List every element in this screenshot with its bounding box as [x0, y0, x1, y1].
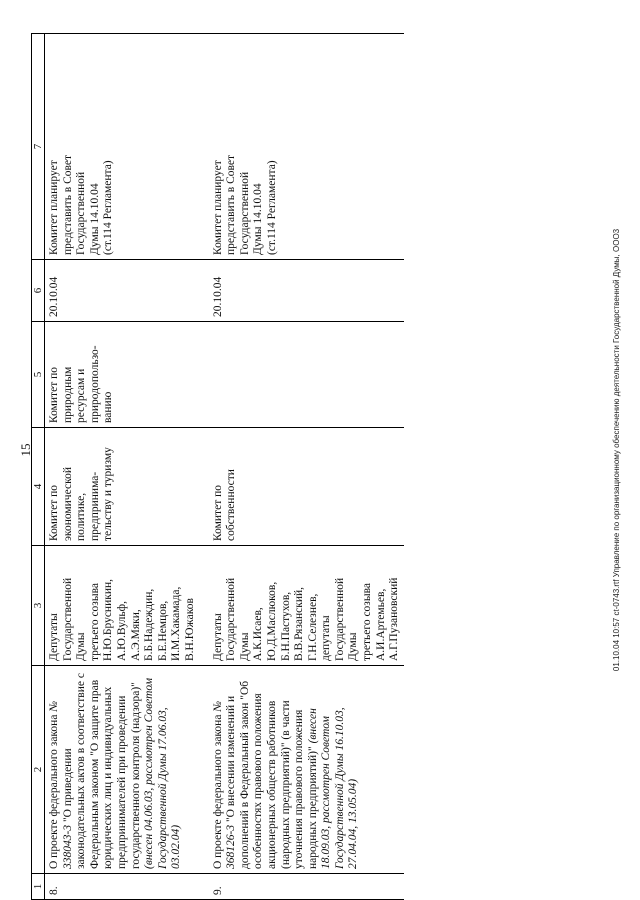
cell-line: Государственной — [61, 577, 74, 661]
bill-note: (внесен 04.06.03, рассмотрен Советом Государственной Думы 17.06.03, 03.02.04) — [143, 677, 183, 869]
cell-line: Государственной — [238, 171, 251, 255]
cell-line: Комитет планирует — [48, 160, 60, 255]
cell-line: ресурсам и — [75, 368, 88, 423]
cell-line: Б.Н.Пастухов, — [279, 591, 292, 661]
cell-line: политике, — [75, 492, 88, 541]
bill-number: № 338043-3 — [48, 700, 74, 869]
column-header: 4 — [32, 428, 45, 546]
cell-line: депутаты — [320, 615, 333, 661]
responsible-committee-cell — [200, 322, 404, 428]
table-row — [200, 34, 404, 900]
column-header: 7 — [32, 34, 45, 260]
cell-line: третьего созыва — [88, 583, 101, 661]
responsible-committee-cell — [45, 322, 200, 428]
cell-line: третьего созыва — [361, 583, 374, 661]
cell-line: Думы 14.10.04 — [252, 183, 265, 255]
column-header: 1 — [32, 874, 45, 900]
cell-line: Депутаты — [48, 613, 60, 661]
co-executor-cell — [200, 428, 404, 546]
column-header: 3 — [32, 546, 45, 666]
cell-line: А.К.Исаев, — [252, 607, 265, 661]
bill-number: № 368126-3 — [211, 700, 238, 869]
bill-note: (внесен 18.09.03, рассмотрен Советом Государственной Думы 16.10.03, 27.04.04, 13.05.04) — [306, 707, 360, 869]
cell-line: Думы — [347, 632, 360, 661]
cell-line: собственности — [225, 469, 238, 541]
cell-line: А.Э.Мяки, — [129, 609, 142, 661]
cell-line: природным — [61, 366, 74, 423]
cell-line: представить в Совет — [225, 154, 238, 255]
initiators-cell — [45, 546, 200, 666]
bill-description — [45, 666, 200, 874]
cell-line: Депутаты — [211, 613, 224, 661]
cell-line: Г.Н.Селезнев, — [306, 593, 319, 661]
row-number: 8. — [45, 874, 200, 900]
bill-description — [200, 666, 404, 874]
bills-table — [31, 33, 404, 900]
footer-note: 01.10.04 10:57 ct-0743.rtf Управление по организационному обеспечению деятельности Государственной Думы, ООО3 — [612, 228, 621, 672]
cell-line: представить в Совет — [61, 154, 74, 255]
cell-line: Б.Б.Надеждин, — [143, 588, 156, 661]
cell-line: тельству и туризму — [102, 447, 115, 541]
bill-intro: О проекте федерального закона — [211, 711, 224, 869]
cell-line: природопользо- — [88, 345, 101, 423]
cell-line: Думы — [238, 632, 251, 661]
cell-line: Б.Е.Немцов, — [156, 600, 169, 661]
cell-line: (ст.114 Регламента) — [265, 160, 278, 255]
bill-title: "О приведении законодательных актов в соответствие с Федеральным законом "О защите прав юридических лиц и индивидуальных предпринимателей при проведении государственного контроля (надзора)" — [61, 673, 142, 869]
cell-line: А.Ю.Вульф, — [115, 601, 128, 661]
cell-line: (ст.114 Регламента) — [102, 160, 115, 255]
bill-title: "О внесении изменений и дополнений в Федеральный закон "Об особенностях правового положения акционерных обществ работников (народных предприятий)" (в части уточнения правового положения народных предприятий)" — [225, 680, 319, 869]
date-cell: 20.10.04 — [45, 260, 200, 322]
cell-line: предпринима- — [88, 471, 101, 541]
cell-line: Ю.Д.Маслюков, — [265, 581, 278, 661]
table-row — [45, 34, 200, 900]
cell-line: Государственной — [75, 171, 88, 255]
cell-line: Комитет по — [48, 367, 60, 423]
cell-line: ванию — [102, 391, 115, 423]
column-header: 6 — [32, 260, 45, 322]
page-number: 15 — [18, 443, 33, 457]
date-cell: 20.10.04 — [200, 260, 404, 322]
column-header: 5 — [32, 322, 45, 428]
table-header-row — [32, 34, 45, 900]
cell-line: А.Г.Пузановский — [388, 577, 401, 661]
cell-line: Думы 14.10.04 — [88, 183, 101, 255]
bill-intro: О проекте федерального закона — [48, 711, 60, 869]
co-executor-cell — [45, 428, 200, 546]
cell-line: Н.Ю.Брусникин, — [102, 578, 115, 661]
cell-line: А.И.Артемьев, — [374, 588, 387, 661]
cell-line: Государственной — [333, 577, 346, 661]
cell-line: В.Н.Южаков — [183, 598, 196, 661]
cell-line: Комитет по — [48, 485, 60, 541]
column-header: 2 — [32, 666, 45, 874]
cell-line: В.В.Рязанский, — [293, 586, 306, 661]
row-number: 9. — [200, 874, 404, 900]
initiators-cell — [200, 546, 404, 666]
cell-line: Думы — [75, 632, 88, 661]
comment-cell — [200, 34, 404, 260]
cell-line: И.М.Хакамада, — [170, 586, 183, 661]
cell-line: Комитет по — [211, 485, 224, 541]
comment-cell — [45, 34, 200, 260]
cell-line: экономической — [61, 467, 74, 541]
cell-line: Комитет планирует — [211, 160, 224, 255]
cell-line: Государственной — [225, 577, 238, 661]
